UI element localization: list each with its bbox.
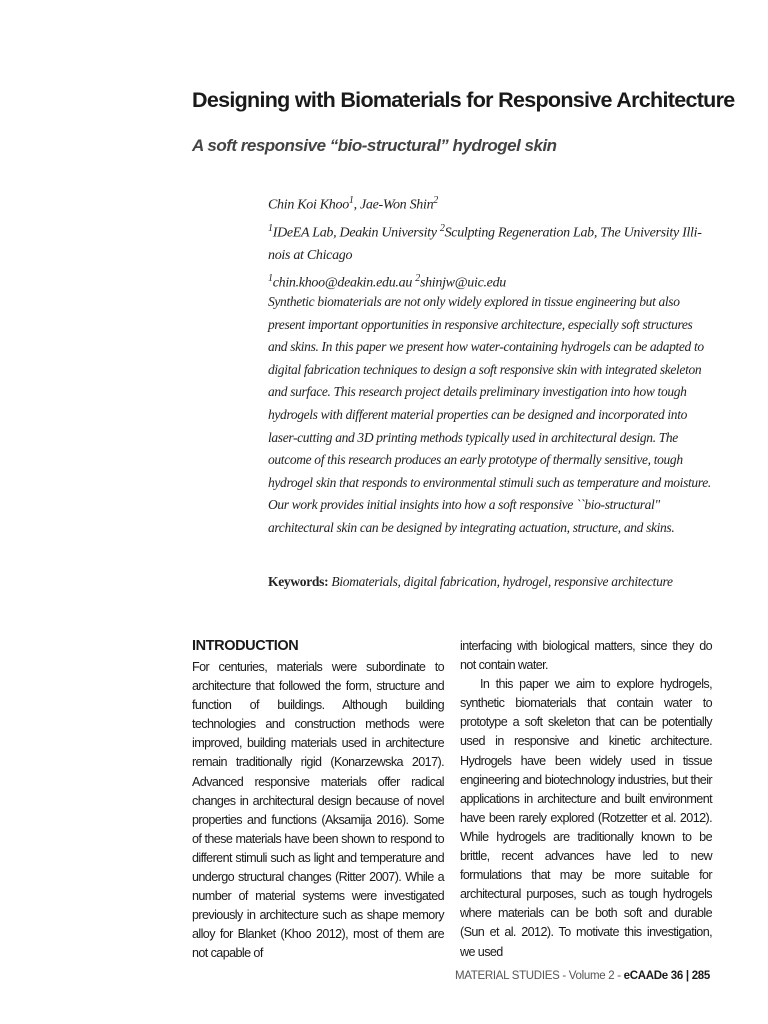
body-paragraph: In this paper we aim to explore hydrogels, synthetic biomaterials that contain water to prototype a soft skeleton that can be potentially used in responsive and kinetic architecture. Hydrogels have been widely used in tissue engineering and biotechnology industries, but their applications in architecture and built environment have been rarely explored (Rotzetter et al. 2012). While hydrogels are traditionally known to be brittle, recent advances have led to new formulations that may be more suitable for architectural purposes, such as tough hydrogels where materials can be both soft and durable (Sun et al. 2012). To motivate this investigation, we used: [460, 677, 712, 959]
keywords: [268, 574, 728, 590]
affiliation: Sculpting Regeneration Lab, The University Illi-nois at Chicago: [268, 225, 702, 264]
email-superscript: 2: [415, 273, 420, 285]
paper-subtitle: A soft responsive “bio-structural” hydrogel skin: [192, 136, 557, 155]
author-superscript: 1: [348, 195, 354, 206]
page-footer: [455, 970, 710, 982]
affiliation: IDeEA Lab, Deakin University: [272, 225, 440, 241]
footer-separator: -: [614, 970, 624, 982]
footer-journal: eCAADe 36: [623, 970, 683, 982]
email-superscript: 1: [268, 273, 273, 285]
footer-divider: |: [682, 970, 692, 982]
footer-volume: Volume 2: [568, 970, 615, 982]
email-link[interactable]: shinjw@uic.edu: [419, 275, 506, 291]
section-heading-introduction: INTRODUCTION: [192, 638, 299, 654]
keywords-text: Biomaterials, digital fabrication, hydrogel, responsive architecture: [328, 574, 673, 589]
keywords-label: Keywords:: [268, 574, 329, 589]
paper-title: Designing with Biomaterials for Responsive Architecture: [192, 88, 735, 112]
email-link[interactable]: chin.khoo@deakin.edu.au: [272, 275, 416, 291]
abstract: Synthetic biomaterials are not only widely explored in tissue engineering but also present important opportunities in responsive architecture, especially soft structures and skins. In this paper we present how water-containing hydrogels can be adapted to digital fabrication techniques to design a soft responsive skin with integrated skeleton and surface. This research project details preliminary investigation into how tough hydrogels with different material properties can be designed and incorporated into laser-cutting and 3D printing methods typically used in architectural design. The outcome of this research produces an early prototype of thermally sensitive, tough hydrogel skin that responds to environmental stimuli such as temperature and moisture. Our work provides initial insights into how a soft responsive ``bio-structural" architectural skin can be designed by integrating actuation, structure, and skins.: [268, 294, 711, 535]
page-number: 285: [691, 970, 710, 982]
left-column: [192, 637, 444, 964]
author-name: Jae-Won Shin: [360, 197, 434, 213]
affiliation-superscript: 1: [268, 222, 273, 234]
author-superscript: 2: [433, 195, 438, 206]
author-name: Chin Koi Khoo: [268, 197, 349, 213]
author-line: [268, 189, 718, 217]
author-block: [268, 189, 718, 295]
author-separator: ,: [353, 197, 361, 213]
body-paragraph: For centuries, materials were subordinate to architecture that followed the form, structure and function of buildings. Although building technologies and construction methods were improved, building materials used in architecture remain traditionally rigid (Konarzewska 2017). Advanced responsive materials offer radical changes in architectural design because of novel properties and functions (Aksamija 2016). Some of these materials have been shown to respond to different stimuli such as light and temperature and undergo structural changes (Ritter 2007). While a number of material systems were investigated previously in architecture such as shape memory alloy for Blanket (Khoo 2012), most of them are not capable of: [192, 660, 444, 961]
footer-separator: -: [559, 970, 569, 982]
affiliation-superscript: 2: [439, 222, 445, 234]
body-paragraph: interfacing with biological matters, since they do not contain water.: [460, 639, 712, 673]
footer-section: MATERIAL STUDIES: [454, 970, 560, 982]
right-column: [460, 637, 712, 962]
affiliation-line: [268, 217, 718, 268]
